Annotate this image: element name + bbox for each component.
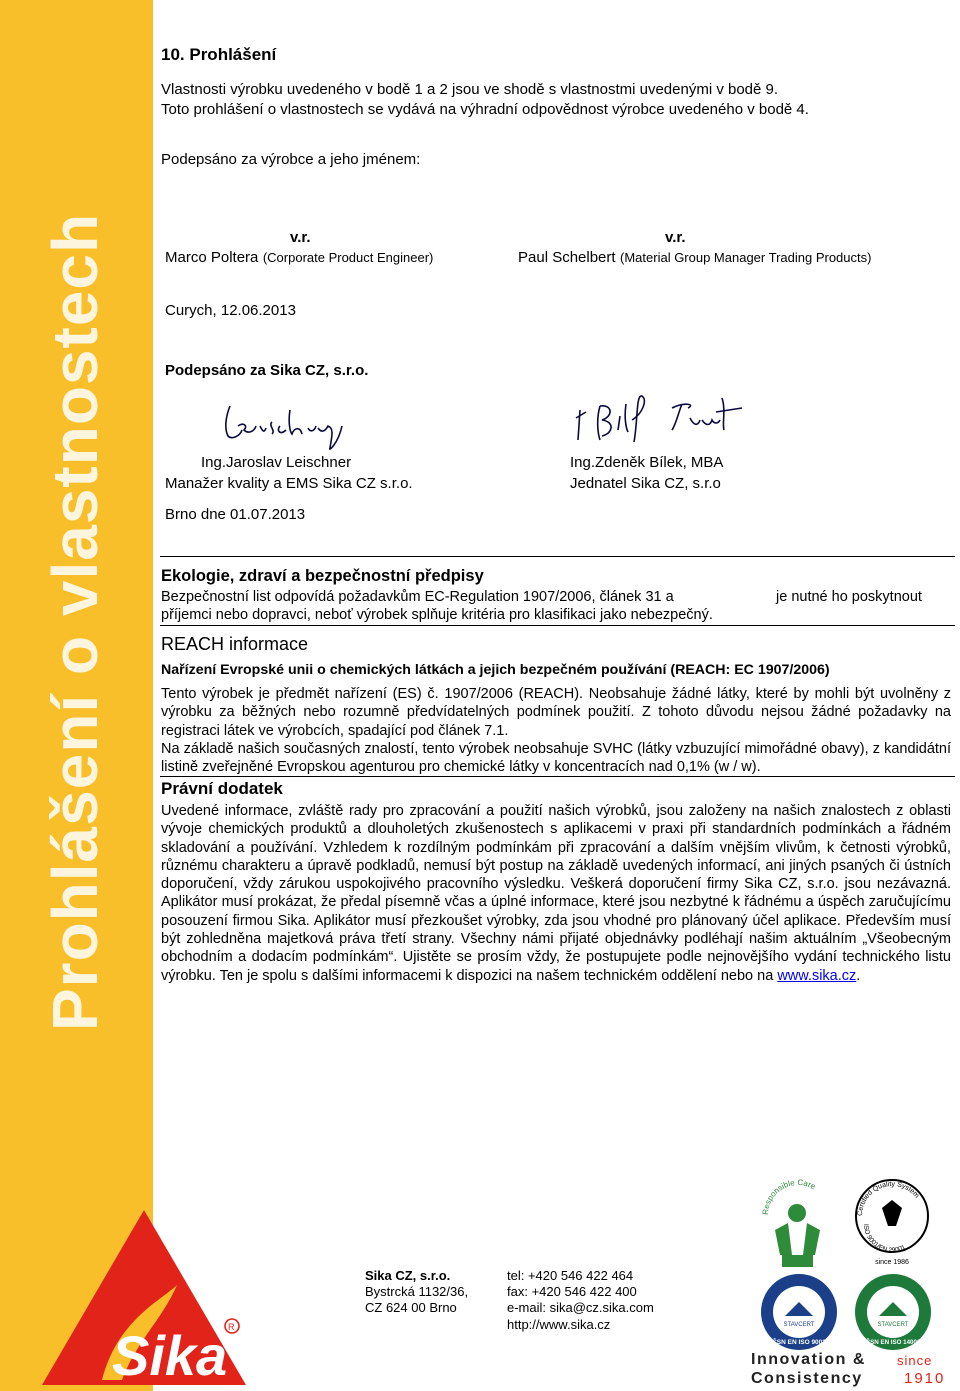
ecology-text-b: je nutné ho poskytnout — [776, 589, 922, 605]
certified-quality-icon — [852, 1178, 932, 1268]
sidebar-vertical-title-wrap — [0, 0, 153, 1391]
legal-title: Právní dodatek — [161, 779, 283, 798]
stavcert-csn-9001-icon — [755, 1272, 843, 1352]
ecology-title: Ekologie, zdraví a bezpečnostní předpisy — [161, 567, 484, 585]
footer-address — [365, 1268, 468, 1317]
sika-signatory-1-role: Manažer kvality a EMS Sika CZ s.r.o. — [165, 475, 413, 492]
footer-street: Bystrcká 1132/36, — [365, 1284, 469, 1300]
slogan-line-1: Innovation & — [751, 1351, 866, 1368]
since-year: 1910 — [904, 1370, 946, 1387]
signatory-role: (Material Group Manager Trading Products) — [620, 250, 872, 265]
divider — [160, 625, 955, 626]
place-date-2: Brno dne 01.07.2013 — [165, 506, 306, 523]
slogan-line-2: Consistency — [751, 1370, 863, 1387]
since-word: since — [897, 1353, 933, 1368]
svg-text:Certified Quality System: Certified Quality System — [856, 1180, 921, 1217]
svg-text:ISO 9001/EN 29001: ISO 9001/EN 29001 — [861, 1223, 907, 1255]
reach-subtitle: Nařízení Evropské unii o chemických látkách a jejich bezpečném používání (REACH: EC 1907/2006) — [161, 662, 830, 678]
signatory-role: (Corporate Product Engineer) — [262, 250, 434, 265]
legal-text: Uvedené informace, zvláště rady pro zpracování a použití našich výrobků, jsou založeny na našich znalostech z oblasti vývoje chemických produktů a dlouholetých zkušenostech s aplikacemi v praxi při standardních podmínkách a řádném skladování a používání. Vzhledem k rozdílným podmínkám při zpracování a dalším vnějším vlivům, k četnosti výrobků, různému charakteru a úpravě podkladů, nemusí být postup na základě uvedených informací, ani jiných psaných či ústních doporučení, vždy zárukou uspokojivého pracovního výsledku. Veškerá doporučení firmy Sika CZ, s.r.o. jsou nezávazná. Aplikátor musí prokázat, že předal písemně včas a úplné informace, které jsou nezbytné k řádnému a úspěch zaručujícímu posouzení firmou Sika. Aplikátor musí přezkoušet výrobky, zda jsou vhodné pro plánovaný účel aplikace. Především musí být zohledněna majetková práva třetí strany. Všechny námi přijaté objednávky podléhají našim aktuálním „Všeobecným obchodním a dodacím podmínkám“. Ujistěte se prosím vždy, že postupujete podle nejnovějšího vydání technického listu výrobku. Ten je spolu s dalšími informacemi k dispozici na našem technickém oddělení nebo na — [161, 803, 951, 984]
signatory-name: Paul Schelbert — [518, 249, 616, 266]
svg-text:Responsible Care: Responsible Care — [760, 1177, 818, 1216]
divider — [160, 776, 955, 777]
declaration-line-2: Toto prohlášení o vlastnostech se vydává na výhradní odpovědnost výrobce uvedeného v bodě 4. — [161, 101, 809, 118]
footer-tel: tel: +420 546 422 464 — [507, 1268, 634, 1283]
ecology-text-c: příjemci nebo dopravci, neboť výrobek splňuje kritéria pro klasifikaci jako nebezpečný. — [161, 607, 713, 623]
svg-text:Sika: Sika — [112, 1324, 228, 1385]
signatory-name: Marco Poltera — [165, 249, 259, 266]
sika-signatory-2-role: Jednatel Sika CZ, s.r.o — [570, 475, 721, 492]
signature-leischner — [218, 396, 353, 452]
signatory-2 — [518, 249, 871, 267]
footer-city: CZ 624 00 Brno — [365, 1300, 457, 1316]
footer-contacts — [507, 1268, 654, 1333]
footer-web[interactable]: http://www.sika.cz — [507, 1316, 611, 1332]
svg-text:ČSN EN ISO 14001: ČSN EN ISO 14001 — [865, 1339, 921, 1346]
reach-title: REACH informace — [161, 634, 309, 654]
place-date-1: Curych, 12.06.2013 — [165, 302, 296, 319]
legal-body — [161, 802, 951, 985]
signed-sika-label: Podepsáno za Sika CZ, s.r.o. — [165, 362, 369, 379]
vr-label-2: v.r. — [665, 229, 686, 246]
reach-paragraph-1: Tento výrobek je předmět nařízení (ES) č. 1907/2006 (REACH). Neobsahuje žádné látky, které by mohli být uvolněny z výrobku za běžných nebo rozumně předvídatelných podmínek použití. Z tohoto důvodu nejsou žádné požadavky na registraci látek ve výrobcích, spadající pod článek 7.1. — [161, 686, 951, 739]
signatory-1 — [165, 249, 433, 267]
svg-text:R: R — [228, 1322, 235, 1332]
responsible-care-icon — [760, 1175, 835, 1270]
sidebar-vertical-title: Prohlášení o vlastnostech — [39, 212, 111, 1031]
stavcert-csn-14001-icon — [848, 1272, 938, 1352]
svg-text:STAVCERT: STAVCERT — [783, 1322, 815, 1328]
divider — [160, 556, 955, 557]
ecology-text-a: Bezpečnostní list odpovídá požadavkům EC-Regulation 1907/2006, článek 31 a — [161, 589, 674, 605]
svg-text:since 1986: since 1986 — [875, 1259, 909, 1266]
reach-paragraph-2: Na základě našich současných znalostí, tento výrobek neobsahuje SVHC (látky vzbuzující mimořádné obavy), z kandidátní listině zveřejněné Evropskou agenturou pro chemické látky v koncentracích nad 0,1% (w / w). — [161, 740, 951, 776]
svg-text:STAVCERT: STAVCERT — [877, 1322, 909, 1328]
footer-company: Sika CZ, s.r.o. — [365, 1268, 451, 1283]
sika-website-link[interactable]: www.sika.cz — [777, 967, 857, 984]
signature-bilek — [572, 390, 752, 450]
footer-email[interactable]: e-mail: sika@cz.sika.com — [507, 1300, 654, 1316]
sika-signatory-1-name: Ing.Jaroslav Leischner — [201, 454, 352, 471]
section-title: 10. Prohlášení — [161, 45, 277, 64]
footer-fax: fax: +420 546 422 400 — [507, 1284, 637, 1300]
svg-text:ČSN EN ISO 9001: ČSN EN ISO 9001 — [772, 1339, 826, 1346]
sika-logo-icon — [42, 1210, 246, 1385]
reach-body — [161, 685, 951, 776]
legal-end: . — [856, 967, 861, 984]
vr-label-1: v.r. — [290, 229, 311, 246]
signed-for-label: Podepsáno za výrobce a jeho jménem: — [161, 151, 421, 168]
declaration-line-1: Vlastnosti výrobku uvedeného v bodě 1 a 2 jsou ve shodě s vlastnostmi uvedenými v bodě 9. — [161, 81, 779, 98]
sika-signatory-2-name: Ing.Zdeněk Bílek, MBA — [570, 454, 724, 471]
